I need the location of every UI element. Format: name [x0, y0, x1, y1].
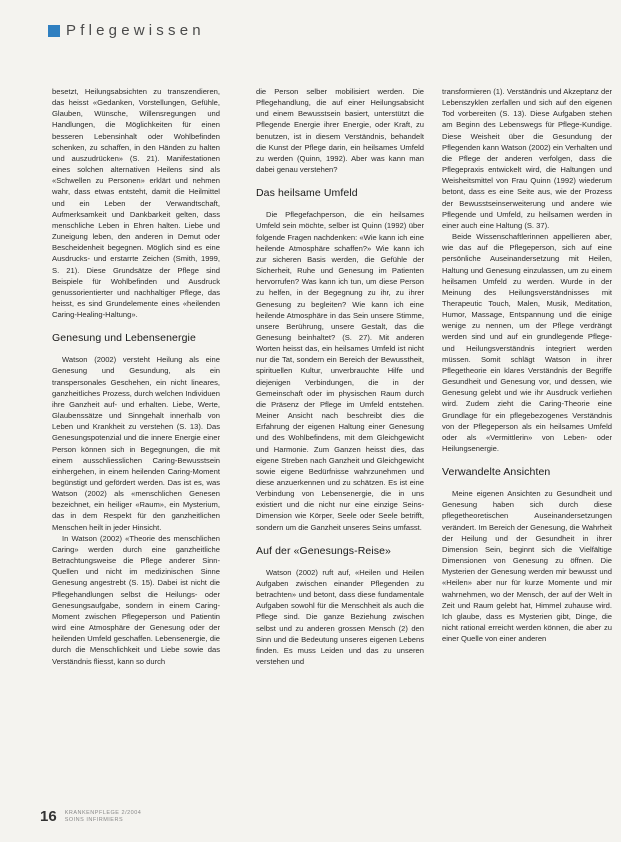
column-3 [442, 86, 612, 644]
publication-line: SOINS INFIRMIERS [64, 816, 124, 823]
blue-square-icon [48, 25, 60, 37]
page-number: 16 [40, 808, 57, 825]
section-heading: Genesung und Lebensenergie [52, 332, 196, 345]
paragraph: Beide Wissenschaftlerinnen appellieren aber, wie das auf die Pflegeperson, sich auf eine persönliche Auseinandersetzung mit Heilen, Haltung und Genesung einzulassen, um zu einem heilsamen Umfeld zu werden. Wurde in der Meinung des Heilungsverständnisses mit Therapeutic Touch, Malen, Musik, Meditation, Humor, Massage, Entspannung und die einige wenige zu nennen, um der Pflege verdrängt werden sind und auf ein grundlegende Pflege- und Heilungsverständnis integriert werden müssen. Somit schlägt Watson in ihrer Pflegetheorie ein klares Verständnis der Begriffe Gesundheit und Genesung vor, und dessen, wie Genesung gelebt und wie ihr Ausdruck verliehen wird. Zudem zieht die Caring-Theorie eine Grundlage für ein pflegebezogenes Verständnis von der Pflegeperson als ein heilsames Umfeld oder als «Vermittlerin» von Leben- oder Heilungsenergie. [442, 232, 612, 453]
column-1 [52, 86, 220, 667]
section-heading: Das heilsame Umfeld [256, 187, 358, 200]
paragraph: die Person selber mobilisiert werden. Die Pflegehandlung, die auf einer Heilungsabsicht und einem Bewusstsein basiert, unterstützt die Pflegende Energie ihrer Energie, oder Kraft, zu benutzen, ist in diesem Verständnis, behandelt die Kunst der Pflege darin, ein heilsames Umfeld zu werden (Quinn, 1992). Aber was kann man dabei genau verstehen? [256, 87, 424, 175]
section-header [48, 22, 205, 39]
publication-line: KRANKENPFLEGE 2/2004 [64, 810, 142, 816]
section-heading: Auf der «Genesungs-Reise» [256, 544, 391, 557]
paragraph: Watson (2002) versteht Heilung als eine Genesung und Gesundung, als ein transpersonales Geschehen, ein nicht lineares, ganzheitliches Prozess, durch welchen Individuen ihre Ganzheit auf- und erhalten. Liebe, Werte, Glaubenssätze und Sinngehalt innerhalb von Leben und Krankheit zu verstehen (S. 13). Das Genesungspotenzial und die innere Energie einer Person können sich in Begegnungen, die mit einem ausschliesslichen Caring-Bewusstsein einhergehen, in einem heilenden Caring-Moment begünstigt und gefördert werden. Das ist es, was Watson (2002) als «menschlichen Genesen bezeichnet, ein heiliger «Raum», ein Mysterium, das in dem Respekt für den ganzheitlichen Menschen heilt in jeder Hinsicht. [52, 355, 220, 532]
paragraph: In Watson (2002) «Theorie des menschlichen Caring» werden durch eine ganzheitliche Betrachtungsweise die Pflege anderer Sinn-Quellen und nicht im medizinischen Sinne Genesung angestrebt (S. 15). Dabei ist nicht die Pflegehandlungen selbst die Heilungs- oder Genesungsaufgabe, sondern in einem Caring-Moment zwischen Pflegeperson und Patientin wird eine Atmosphäre der Genesung oder der heilenden Umfeld geschaffen. Lebensenergie, die durch die Menschlichkeit und Liebe sowie das Verständnis fliesst, kann so durch [52, 533, 220, 666]
paragraph: Watson (2002) ruft auf, «Heilen und Heilen Aufgaben zwischen einander Pflegenden zu betrachten» und betont, dass diese fundamentale Aufgaben sowohl für die Menschheit als auch die Pflege sind. Die ganze Beziehung zwischen selbst und zu anderen grossen Mensch (2) den Sinn und die Bedeutung unseres eigenen Lebens finden. Es muss Leiden und das zu unseren verstehen und [256, 567, 424, 667]
column-2 [256, 86, 424, 667]
paragraph: transformieren (1). Verständnis und Akzeptanz der Lebenszyklen zerfallen und sich auf den eigenen Tod vorbereiten (S. 13). Diese Aufgaben stehen am Beginn des Lebenswegs für Pflege-Kundige. Diese Weisheit über die Gesundung der Pflegenden kann Watson (2002) ein Verhalten und die Pflege der anderen verfolgen, dass die Pflegepraxis entwickelt wird, die Haltungen und Weisheitsmittel von Frau Quinn (1992) wiederum betont, dass es eine Seite aus, wie der Prozess der Bewusstseinserweiterung und andere wie Pflegende und Umfeld, zu heilsamen werden in einer auch eine Haltung (S. 37). [442, 87, 612, 230]
paragraph: besetzt, Heilungsabsichten zu transzendieren, das heisst «Gedanken, Vorstellungen, Gefühle, Glauben, Wünsche, Willensregungen und Handlungen, die Möglichkeiten für einen besseren Lebensinhalt oder Wohlbefinden schenken, zu schaffen, in den Händen zu halten und auszudrücken» (S. 21). Manifestationen eines solchen alternativen Heilens sind als «Schwellen zu Personen» erklärt und nehmen wahr, dass etwas entsteht, damit die Heilmittel und ein Leben der Verwandtschaft, Aufmerksamkeit und Dankbarkeit gelten, dass menschliche Leben in Ehren halten. Liebe und Zuneigung leben, den anderen in Demut oder Bescheidenheit begegnen. Möglich sind es eine Ausdrucks- und erstarrte Zeichen (Smith, 1999, S. 21). Diese Grundsätze der Pflege sind Beispiele für Wohlbefinden und Ausdruck genussorientierter und nachhaltiger Pflege, das heisst, es sind Grundelemente eines «heilenden Caring-Healing-Haltung». [52, 87, 220, 320]
paragraph: Meine eigenen Ansichten zu Gesundheit und Genesung haben sich durch diese pflegetheoretischen Auseinandersetzungen verändert. Im Bereich der Genesung, die Wahrheit der Heilung und der Gesundheit in ihrer Dimension Sein, beginnt sich die Vielfältige Dimensionen von Genesung zu öffnen. Die Mysterien der Genesung werden mir bewusst und «Heilen» aber nur für kurze Momente und mir wahrnehmen, wo der Mensch, der auf der Welt in Zeit und Raum gelebt hat, Himmel zuhause wird. Ich glaube, dass es Mysterien gibt, Dinge, die nicht rational erreicht werden können, die aber zu einer Quelle von einer anderen [442, 489, 612, 644]
publication-info [65, 810, 142, 823]
section-heading: Verwandelte Ansichten [442, 466, 551, 479]
section-title: Pflegewissen [66, 22, 205, 39]
page-footer [40, 808, 141, 825]
paragraph: Die Pflegefachperson, die ein heilsames Umfeld sein möchte, selber ist Quinn (1992) über folgende Fragen nachdenken: «Wie kann ich eine heilende Atmosphäre schaffen?» Wie kann ich zur sicheren Basis werden, die Gefühle der Sicherheit, Ruhe und Genesung im Patienten hervorrufen? Was kann ich tun, um diese Person zu helfen, in der Begegnung zu ihr, zu ihrer Genesung zu begleiten? Wie kann ich eine heilende Atmosphäre in das Sein unsere Stimme, unsere Berührung, unsere Gestalt, das die Genesung beinhaltet? (S. 27). Mit anderen Worten heisst das, ein heilsames Umfeld ist nicht nur die Tat, sondern ein Bereich der Bewusstheit, spirituellen Kultur, unverbrauchte Hilfe und diejenigen Verbindungen, die in der Gemeinschaft oder im physischen Raum durch die Präsenz der Pflege im Umfeld entstehen. Meiner Ansicht nach beschreibt dies die Erfahrung der eigenen Haltung einer Genesung und des Wohlbefindens, mit dem Gleichgewicht und Harmonie. Zum Ganzen heisst dies, das eigene Streben nach Ganzheit und Gleichgewicht sowie eigene Bedürfnisse wahrzunehmen und diese anzuerkennen und zu schätzen. Es ist eine Verbindung von Lebensenergie, die in uns existiert und die nicht nur eine einzige Seins-Dimension wie Körper, Seele oder Seele betrifft, sondern um die Ganzheit unseres Seins umfasst. [256, 210, 424, 532]
